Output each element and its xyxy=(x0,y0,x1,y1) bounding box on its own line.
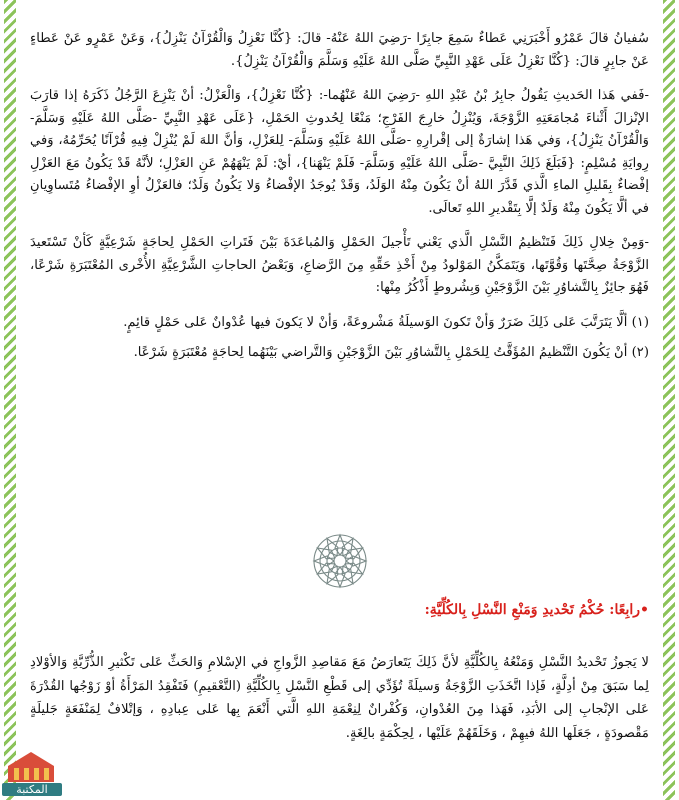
decorative-border-left xyxy=(4,0,16,800)
library-logo xyxy=(2,746,60,796)
condition-item-2: (٢) أنْ يَكُونَ التَّنْظيمُ المُؤَقَّتُ لِلحَمْلِ بِالتَّشاوُرِ بَيْنَ الزَّوْجَيْنِ وَالتَّراضي بَيْنَهُما لِحاجَةٍ مُعْتَبَرَةٍ شَرْعًا. xyxy=(133,345,649,360)
paragraph-hadith: سُفيانُ قالَ عَمْرُو أَخْبَرَنِي عَطاءٌ سَمِعَ جابِرًا -رَضِيَ اللهُ عَنْهُ- قالَ: {كُنَّا نَعْزِلُ وَالْقُرْآنُ يَنْزِلُ}، وَعَنْ عَمْرٍو عَنْ عَطاءٍ عَنْ جابِرٍ قالَ: {كُنَّا نَعْزِلُ عَلَى عَهْدِ النَّبِيِّ صَلَّى اللهُ عَلَيْهِ وَسَلَّمَ وَالْقُرْآنُ يَنْزِلُ}. xyxy=(30,31,649,69)
paragraph-explanation: -فَفي هَذا الحَديثِ يَقُولُ جابِرُ بْنُ عَبْدِ اللهِ -رَضِيَ اللهُ عَنْهُما-: {كُنَّا نَعْزِلُ}، وَالْعَزْلُ: أنْ يَنْزِعَ الرَّجُلُ ذَكَرَهُ إذا قارَبَ الإنْزالَ أَثْناءَ مُجامَعَتِهِ الزَّوْجَةَ، وَيُنْزِلُ خارِجَ الفَرْجِ؛ مَنْعًا لِحُدوثِ الحَمْلِ، {عَلَى عَهْدِ النَّبِيِّ -صَلَّى اللهُ عَلَيْهِ وَسَلَّمَ- وَالْقُرْآنُ يَنْزِلُ}، وَفي هَذا إشارَةٌ إلى إقْرارِهِ -صَلَّى اللهُ عَلَيْهِ وَسَلَّمَ- لِلعَزْلِ، وَأنَّ اللهَ لَمْ يُنْزِلْ فِيهِ قُرْآنًا يُحَرِّمُهُ، وَفي رِوايَةِ مُسْلِمٍ: {فَبَلَغَ ذَلِكَ النَّبِيَّ -صَلَّى اللهُ عَلَيْهِ وَسَلَّمَ- فَلَمْ يَنْهَنا}، أيْ: لَمْ يَنْهَهُمْ عَنِ العَزْلِ؛ لأنَّهُ قَدْ يَكُونُ مَعَ العَزْلِ إفْضاءٌ بِقَليلِ الماءِ الَّذي قَدَّرَ اللهُ أنْ يَكُونَ مِنْهُ الوَلَدُ، وَقَدْ يُوجَدُ الإفْضاءُ وَلا يَكُونُ وَلَدٌ؛ فالعَزْلُ أوِ الإفْضاءُ مُتَساوِيانِ في ألَّا يَكُونَ مِنْهُ وَلَدٌ إلَّا بِتَقْديرِ اللهِ تَعالَى. xyxy=(30,88,649,216)
library-building-icon xyxy=(2,746,60,784)
decorative-border-right xyxy=(663,0,675,800)
condition-item-1: (١) ألَّا يَتَرَتَّبَ عَلى ذَلِكَ ضَرَرٌ وَأنْ تَكونَ الوَسيلَةُ مَشْروعَةً، وَأنْ لا يَكونَ فيها عُدْوانٌ عَلى حَمْلٍ قائِمٍ. xyxy=(123,314,649,330)
ornament-rosette-icon xyxy=(0,533,679,589)
page-body xyxy=(30,28,649,373)
library-logo-text: المكتبة xyxy=(2,783,62,796)
paragraph-prohibition: لا يَجوزُ تَحْديدُ النَّسْلِ وَمَنْعُهُ بِالكُلِّيَّةِ لأنَّ ذَلِكَ يَتَعارَضُ مَعَ مَقاصِدِ الزَّواجِ في الإسْلامِ وَالحَثِّ عَلى تَكْثيرِ الذُّرِّيَّةِ وَالأوْلادِ لِما سَبَقَ مِنْ أدِلَّةٍ، فَإذا اتَّخَذَتِ الزَّوْجَةُ وَسيلَةً تُؤَدِّي إلى قَطْعِ النَّسْلِ بِالكُلِّيَّةِ (التَّعْقيمِ) فَتَفْقِدُ المَرْأَةُ أوْ زَوْجُها القُدْرَةَ عَلى الإنْجابِ إلى الأبَدِ، فَهَذا مِنَ العُدْوانِ، وَكُفْرانٌ لِنِعْمَةِ اللهِ الَّتي أَنْعَمَ بِها عَلى عِبادِهِ ، وَإتْلافٌ لِمَنْفَعَةٍ جَليلَةٍ مَقْصودَةٍ ، جَعَلَها اللهُ فيهِمْ ، وَخَلَقَهُمْ عَلَيْها ، لِحِكْمَةٍ بالِغَةٍ. xyxy=(30,655,649,741)
paragraph-family-planning: -وَمِنْ خِلالِ ذَلِكَ فَتَنْظيمُ النَّسْلِ الَّذي يَعْني تَأْجيلَ الحَمْلِ وَالمُباعَدَةَ بَيْنَ فَتَراتِ الحَمْلِ لِحاجَةٍ شَرْعِيَّةٍ كَأنْ تَسْتَعيدَ الزَّوْجَةُ صِحَّتَها وَقُوَّتَها، وَيَتَمَكَّنُ المَوْلودُ مِنْ أَخْذِ حَقِّهِ مِنَ الرَّضاعِ، وَبَعْضُ الحاجاتِ الشَّرْعِيَّةِ الأُخْرى المُعْتَبَرَةِ شَرْعًا، فَهُوَ جائِزٌ بِالتَّشاوُرِ بَيْنَ الزَّوْجَيْنِ وَبِشُروطٍ أَذْكُرُ مِنْها: xyxy=(30,235,649,295)
section-heading: •رابِعًا: حُكْمُ تَحْديدِ وَمَنْعِ النَّسْلِ بِالكُلِّيَّةِ: xyxy=(424,602,649,618)
